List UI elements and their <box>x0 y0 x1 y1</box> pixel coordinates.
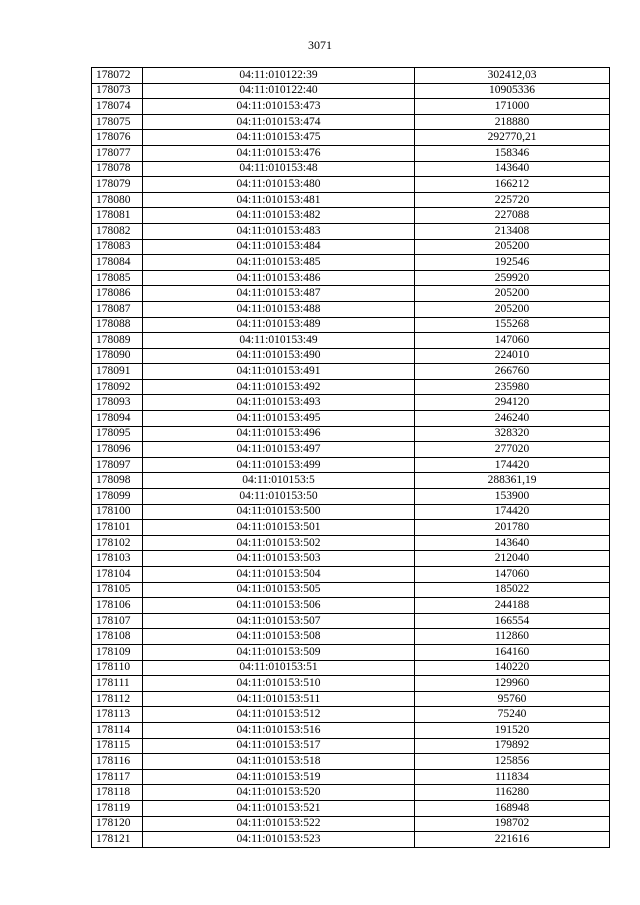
table-row <box>92 192 610 208</box>
table-row <box>92 629 610 645</box>
cadastral-number-cell: 04:11:010153:490 <box>143 348 415 364</box>
table-row <box>92 114 610 130</box>
table-row <box>92 395 610 411</box>
table-row <box>92 613 610 629</box>
row-number-cell: 178101 <box>92 520 143 536</box>
table-row <box>92 161 610 177</box>
row-number-cell: 178095 <box>92 426 143 442</box>
cadastral-value-cell: 235980 <box>415 379 610 395</box>
table-row <box>92 457 610 473</box>
cadastral-value-cell: 221616 <box>415 832 610 848</box>
row-number-cell: 178072 <box>92 68 143 84</box>
row-number-cell: 178104 <box>92 567 143 583</box>
cadastral-value-cell: 225720 <box>415 192 610 208</box>
table-row <box>92 411 610 427</box>
cadastral-number-cell: 04:11:010153:499 <box>143 457 415 473</box>
cadastral-value-cell: 95760 <box>415 691 610 707</box>
cadastral-value-cell: 224010 <box>415 348 610 364</box>
row-number-cell: 178083 <box>92 239 143 255</box>
cadastral-value-cell: 179892 <box>415 738 610 754</box>
row-number-cell: 178119 <box>92 800 143 816</box>
cadastral-value-cell: 143640 <box>415 161 610 177</box>
cadastral-value-cell: 155268 <box>415 317 610 333</box>
cadastral-number-cell: 04:11:010153:480 <box>143 177 415 193</box>
row-number-cell: 178096 <box>92 442 143 458</box>
table-row <box>92 255 610 271</box>
cadastral-number-cell: 04:11:010153:521 <box>143 800 415 816</box>
cadastral-value-cell: 213408 <box>415 223 610 239</box>
row-number-cell: 178113 <box>92 707 143 723</box>
row-number-cell: 178077 <box>92 145 143 161</box>
table-row <box>92 832 610 848</box>
cadastral-value-cell: 191520 <box>415 722 610 738</box>
cadastral-value-cell: 164160 <box>415 644 610 660</box>
cadastral-number-cell: 04:11:010153:519 <box>143 769 415 785</box>
cadastral-number-cell: 04:11:010153:511 <box>143 691 415 707</box>
row-number-cell: 178115 <box>92 738 143 754</box>
cadastral-value-cell: 246240 <box>415 411 610 427</box>
table-row <box>92 270 610 286</box>
row-number-cell: 178118 <box>92 785 143 801</box>
cadastral-number-cell: 04:11:010153:489 <box>143 317 415 333</box>
cadastral-number-cell: 04:11:010153:523 <box>143 832 415 848</box>
table-row <box>92 301 610 317</box>
row-number-cell: 178108 <box>92 629 143 645</box>
cadastral-number-cell: 04:11:010153:5 <box>143 473 415 489</box>
cadastral-number-cell: 04:11:010153:496 <box>143 426 415 442</box>
cadastral-number-cell: 04:11:010153:501 <box>143 520 415 536</box>
table-row <box>92 489 610 505</box>
cadastral-value-cell: 192546 <box>415 255 610 271</box>
row-number-cell: 178084 <box>92 255 143 271</box>
cadastral-value-cell: 140220 <box>415 660 610 676</box>
row-number-cell: 178076 <box>92 130 143 146</box>
row-number-cell: 178100 <box>92 504 143 520</box>
row-number-cell: 178117 <box>92 769 143 785</box>
row-number-cell: 178110 <box>92 660 143 676</box>
cadastral-value-cell: 129960 <box>415 676 610 692</box>
row-number-cell: 178090 <box>92 348 143 364</box>
row-number-cell: 178081 <box>92 208 143 224</box>
table-row <box>92 754 610 770</box>
cadastral-value-cell: 294120 <box>415 395 610 411</box>
row-number-cell: 178073 <box>92 83 143 99</box>
table-row <box>92 177 610 193</box>
cadastral-number-cell: 04:11:010153:49 <box>143 333 415 349</box>
cadastral-value-cell: 112860 <box>415 629 610 645</box>
table-row <box>92 785 610 801</box>
cadastral-number-cell: 04:11:010122:40 <box>143 83 415 99</box>
row-number-cell: 178121 <box>92 832 143 848</box>
row-number-cell: 178088 <box>92 317 143 333</box>
cadastral-value-cell: 205200 <box>415 301 610 317</box>
cadastral-value-cell: 266760 <box>415 364 610 380</box>
cadastral-value-cell: 227088 <box>415 208 610 224</box>
cadastral-value-cell: 201780 <box>415 520 610 536</box>
row-number-cell: 178079 <box>92 177 143 193</box>
table-row <box>92 582 610 598</box>
row-number-cell: 178106 <box>92 598 143 614</box>
cadastral-value-cell: 143640 <box>415 535 610 551</box>
table-row <box>92 239 610 255</box>
cadastral-value-cell: 147060 <box>415 333 610 349</box>
cadastral-number-cell: 04:11:010153:485 <box>143 255 415 271</box>
table-row <box>92 348 610 364</box>
row-number-cell: 178097 <box>92 457 143 473</box>
cadastral-value-cell: 218880 <box>415 114 610 130</box>
table-row <box>92 130 610 146</box>
table-row <box>92 598 610 614</box>
table-row <box>92 426 610 442</box>
cadastral-number-cell: 04:11:010153:518 <box>143 754 415 770</box>
cadastral-value-table <box>91 67 610 848</box>
cadastral-value-cell: 158346 <box>415 145 610 161</box>
table-row <box>92 816 610 832</box>
cadastral-number-cell: 04:11:010153:522 <box>143 816 415 832</box>
cadastral-value-cell: 125856 <box>415 754 610 770</box>
table-row <box>92 442 610 458</box>
table-body <box>92 68 610 848</box>
cadastral-number-cell: 04:11:010153:474 <box>143 114 415 130</box>
cadastral-number-cell: 04:11:010153:475 <box>143 130 415 146</box>
cadastral-number-cell: 04:11:010153:516 <box>143 722 415 738</box>
row-number-cell: 178112 <box>92 691 143 707</box>
cadastral-number-cell: 04:11:010153:482 <box>143 208 415 224</box>
table-row <box>92 691 610 707</box>
table-row <box>92 707 610 723</box>
cadastral-number-cell: 04:11:010153:488 <box>143 301 415 317</box>
cadastral-number-cell: 04:11:010153:502 <box>143 535 415 551</box>
cadastral-number-cell: 04:11:010153:48 <box>143 161 415 177</box>
cadastral-number-cell: 04:11:010153:492 <box>143 379 415 395</box>
cadastral-value-cell: 185022 <box>415 582 610 598</box>
cadastral-value-cell: 166212 <box>415 177 610 193</box>
table-row <box>92 223 610 239</box>
cadastral-value-cell: 328320 <box>415 426 610 442</box>
table-row <box>92 99 610 115</box>
row-number-cell: 178116 <box>92 754 143 770</box>
row-number-cell: 178092 <box>92 379 143 395</box>
row-number-cell: 178102 <box>92 535 143 551</box>
cadastral-value-cell: 10905336 <box>415 83 610 99</box>
cadastral-number-cell: 04:11:010153:486 <box>143 270 415 286</box>
row-number-cell: 178080 <box>92 192 143 208</box>
cadastral-value-cell: 205200 <box>415 286 610 302</box>
row-number-cell: 178086 <box>92 286 143 302</box>
table-row <box>92 660 610 676</box>
cadastral-number-cell: 04:11:010153:510 <box>143 676 415 692</box>
cadastral-number-cell: 04:11:010153:473 <box>143 99 415 115</box>
cadastral-number-cell: 04:11:010153:504 <box>143 567 415 583</box>
table-row <box>92 644 610 660</box>
table-row <box>92 364 610 380</box>
row-number-cell: 178091 <box>92 364 143 380</box>
cadastral-number-cell: 04:11:010153:493 <box>143 395 415 411</box>
row-number-cell: 178098 <box>92 473 143 489</box>
cadastral-number-cell: 04:11:010153:509 <box>143 644 415 660</box>
row-number-cell: 178089 <box>92 333 143 349</box>
table-row <box>92 769 610 785</box>
cadastral-value-cell: 116280 <box>415 785 610 801</box>
table-row <box>92 333 610 349</box>
cadastral-value-cell: 212040 <box>415 551 610 567</box>
cadastral-number-cell: 04:11:010153:508 <box>143 629 415 645</box>
table-row <box>92 567 610 583</box>
cadastral-number-cell: 04:11:010153:495 <box>143 411 415 427</box>
table-row <box>92 145 610 161</box>
cadastral-number-cell: 04:11:010153:503 <box>143 551 415 567</box>
cadastral-value-cell: 277020 <box>415 442 610 458</box>
cadastral-value-cell: 174420 <box>415 504 610 520</box>
cadastral-value-cell: 168948 <box>415 800 610 816</box>
cadastral-number-cell: 04:11:010153:491 <box>143 364 415 380</box>
cadastral-value-cell: 288361,19 <box>415 473 610 489</box>
table-row <box>92 738 610 754</box>
row-number-cell: 178109 <box>92 644 143 660</box>
cadastral-number-cell: 04:11:010153:517 <box>143 738 415 754</box>
table-row <box>92 317 610 333</box>
cadastral-number-cell: 04:11:010153:51 <box>143 660 415 676</box>
table-row <box>92 83 610 99</box>
cadastral-number-cell: 04:11:010153:481 <box>143 192 415 208</box>
row-number-cell: 178094 <box>92 411 143 427</box>
cadastral-number-cell: 04:11:010153:500 <box>143 504 415 520</box>
row-number-cell: 178099 <box>92 489 143 505</box>
row-number-cell: 178107 <box>92 613 143 629</box>
cadastral-number-cell: 04:11:010153:50 <box>143 489 415 505</box>
cadastral-number-cell: 04:11:010153:507 <box>143 613 415 629</box>
cadastral-value-cell: 147060 <box>415 567 610 583</box>
cadastral-number-cell: 04:11:010153:497 <box>143 442 415 458</box>
cadastral-value-cell: 75240 <box>415 707 610 723</box>
table-row <box>92 676 610 692</box>
cadastral-value-cell: 111834 <box>415 769 610 785</box>
cadastral-number-cell: 04:11:010153:476 <box>143 145 415 161</box>
row-number-cell: 178105 <box>92 582 143 598</box>
row-number-cell: 178093 <box>92 395 143 411</box>
row-number-cell: 178087 <box>92 301 143 317</box>
cadastral-value-cell: 244188 <box>415 598 610 614</box>
table-row <box>92 286 610 302</box>
row-number-cell: 178114 <box>92 722 143 738</box>
cadastral-number-cell: 04:11:010153:520 <box>143 785 415 801</box>
cadastral-value-cell: 259920 <box>415 270 610 286</box>
table-row <box>92 473 610 489</box>
table-row <box>92 208 610 224</box>
cadastral-value-cell: 166554 <box>415 613 610 629</box>
table-row <box>92 800 610 816</box>
cadastral-value-cell: 174420 <box>415 457 610 473</box>
row-number-cell: 178078 <box>92 161 143 177</box>
cadastral-value-cell: 198702 <box>415 816 610 832</box>
row-number-cell: 178075 <box>92 114 143 130</box>
table-row <box>92 520 610 536</box>
row-number-cell: 178074 <box>92 99 143 115</box>
row-number-cell: 178082 <box>92 223 143 239</box>
cadastral-number-cell: 04:11:010153:506 <box>143 598 415 614</box>
cadastral-number-cell: 04:11:010153:512 <box>143 707 415 723</box>
row-number-cell: 178085 <box>92 270 143 286</box>
row-number-cell: 178120 <box>92 816 143 832</box>
row-number-cell: 178111 <box>92 676 143 692</box>
cadastral-value-cell: 292770,21 <box>415 130 610 146</box>
cadastral-value-cell: 302412,03 <box>415 68 610 84</box>
cadastral-value-cell: 205200 <box>415 239 610 255</box>
cadastral-number-cell: 04:11:010122:39 <box>143 68 415 84</box>
cadastral-number-cell: 04:11:010153:484 <box>143 239 415 255</box>
cadastral-value-cell: 153900 <box>415 489 610 505</box>
table-row <box>92 722 610 738</box>
cadastral-number-cell: 04:11:010153:487 <box>143 286 415 302</box>
table-row <box>92 535 610 551</box>
cadastral-number-cell: 04:11:010153:483 <box>143 223 415 239</box>
cadastral-value-cell: 171000 <box>415 99 610 115</box>
row-number-cell: 178103 <box>92 551 143 567</box>
table-row <box>92 379 610 395</box>
table-row <box>92 504 610 520</box>
table-row <box>92 551 610 567</box>
cadastral-number-cell: 04:11:010153:505 <box>143 582 415 598</box>
table-row <box>92 68 610 84</box>
page-number: 3071 <box>308 38 332 52</box>
